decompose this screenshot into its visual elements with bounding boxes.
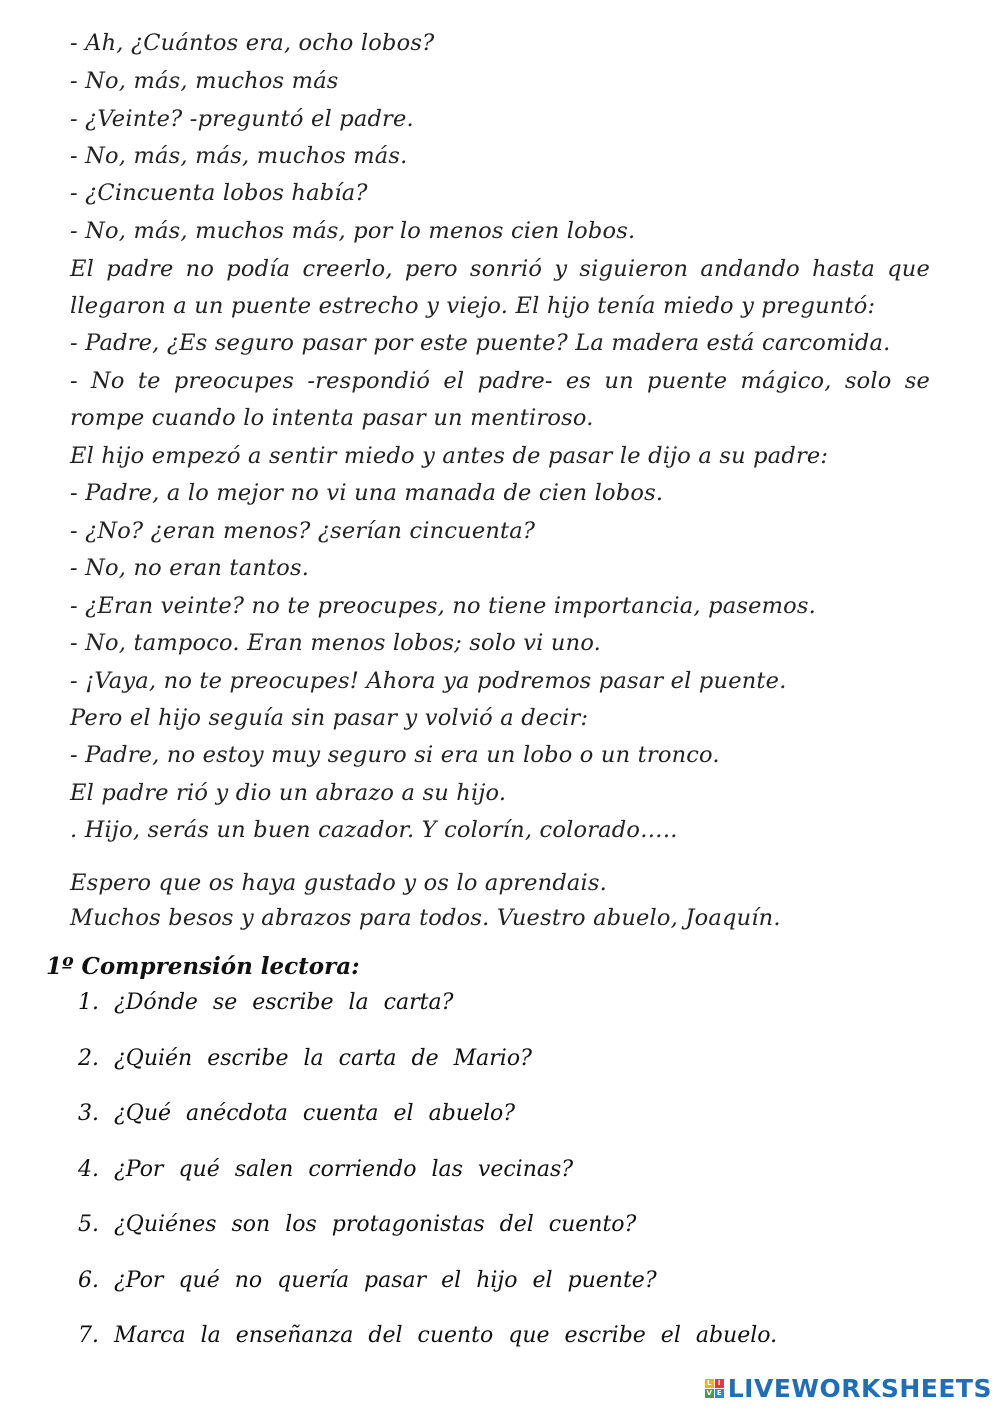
question-item: 3. ¿Qué anécdota cuenta el abuelo? — [78, 1101, 516, 1126]
question-item: 6. ¿Por qué no quería pasar el hijo el puente? — [78, 1268, 657, 1293]
story-line: El padre no podía creerlo, pero sonrió y siguieron andando hasta que — [70, 256, 930, 282]
story-line: - Padre, a lo mejor no vi una manada de cien lobos. — [70, 480, 664, 506]
story-line: - Ah, ¿Cuántos era, ocho lobos? — [70, 30, 435, 56]
story-line: - Padre, ¿Es seguro pasar por este puente? La madera está carcomida. — [70, 330, 891, 356]
question-item: 7. Marca la enseñanza del cuento que escribe el abuelo. — [78, 1323, 778, 1348]
story-line: - No, tampoco. Eran menos lobos; solo vi uno. — [70, 630, 602, 656]
story-line: - ¿Eran veinte? no te preocupes, no tiene importancia, pasemos. — [70, 593, 816, 619]
logo-badge-letter: E — [715, 1389, 724, 1398]
story-line: llegaron a un puente estrecho y viejo. El hijo tenía miedo y preguntó: — [70, 293, 876, 319]
story-line: El padre rió y dio un abrazo a su hijo. — [70, 780, 507, 806]
closing-line: Muchos besos y abrazos para todos. Vuestro abuelo, Joaquín. — [70, 905, 781, 931]
story-line: . Hijo, serás un buen cazador. Y colorín, colorado….. — [70, 817, 678, 843]
logo-badge-letter: I — [715, 1379, 724, 1388]
question-item: 5. ¿Quiénes son los protagonistas del cuento? — [78, 1212, 637, 1237]
story-line: - ¿Cincuenta lobos había? — [70, 180, 368, 206]
liveworksheets-logo — [705, 1373, 992, 1403]
story-line: - No, más, más, muchos más. — [70, 143, 408, 169]
story-line: - ¿No? ¿eran menos? ¿serían cincuenta? — [70, 518, 536, 544]
logo-text: LIVEWORKSHEETS — [727, 1373, 992, 1403]
story-line: - No, no eran tantos. — [70, 555, 310, 581]
logo-badge-letter: V — [706, 1388, 712, 1397]
story-line: - No, más, muchos más, por lo menos cien lobos. — [70, 218, 636, 244]
logo-badge-icon — [705, 1379, 724, 1398]
question-item: 4. ¿Por qué salen corriendo las vecinas? — [78, 1157, 574, 1182]
closing-line: Espero que os haya gustado y os lo aprendais. — [70, 870, 608, 896]
logo-badge-letter: L — [705, 1379, 714, 1388]
comprehension-heading: 1º Comprensión lectora: — [46, 953, 360, 980]
story-line: - Padre, no estoy muy seguro si era un lobo o un tronco. — [70, 742, 720, 768]
story-line: rompe cuando lo intenta pasar un mentiroso. — [70, 405, 594, 431]
story-line: Pero el hijo seguía sin pasar y volvió a decir: — [70, 705, 589, 731]
story-line: - No, más, muchos más — [70, 68, 339, 94]
question-item: 2. ¿Quién escribe la carta de Mario? — [78, 1046, 532, 1071]
story-line: - ¿Veinte? -preguntó el padre. — [70, 106, 414, 132]
story-line: - ¡Vaya, no te preocupes! Ahora ya podremos pasar el puente. — [70, 668, 787, 694]
question-item: 1. ¿Dónde se escribe la carta? — [78, 990, 454, 1015]
story-line: El hijo empezó a sentir miedo y antes de pasar le dijo a su padre: — [70, 443, 829, 469]
story-line: - No te preocupes -respondió el padre- es un puente mágico, solo se — [70, 368, 930, 394]
